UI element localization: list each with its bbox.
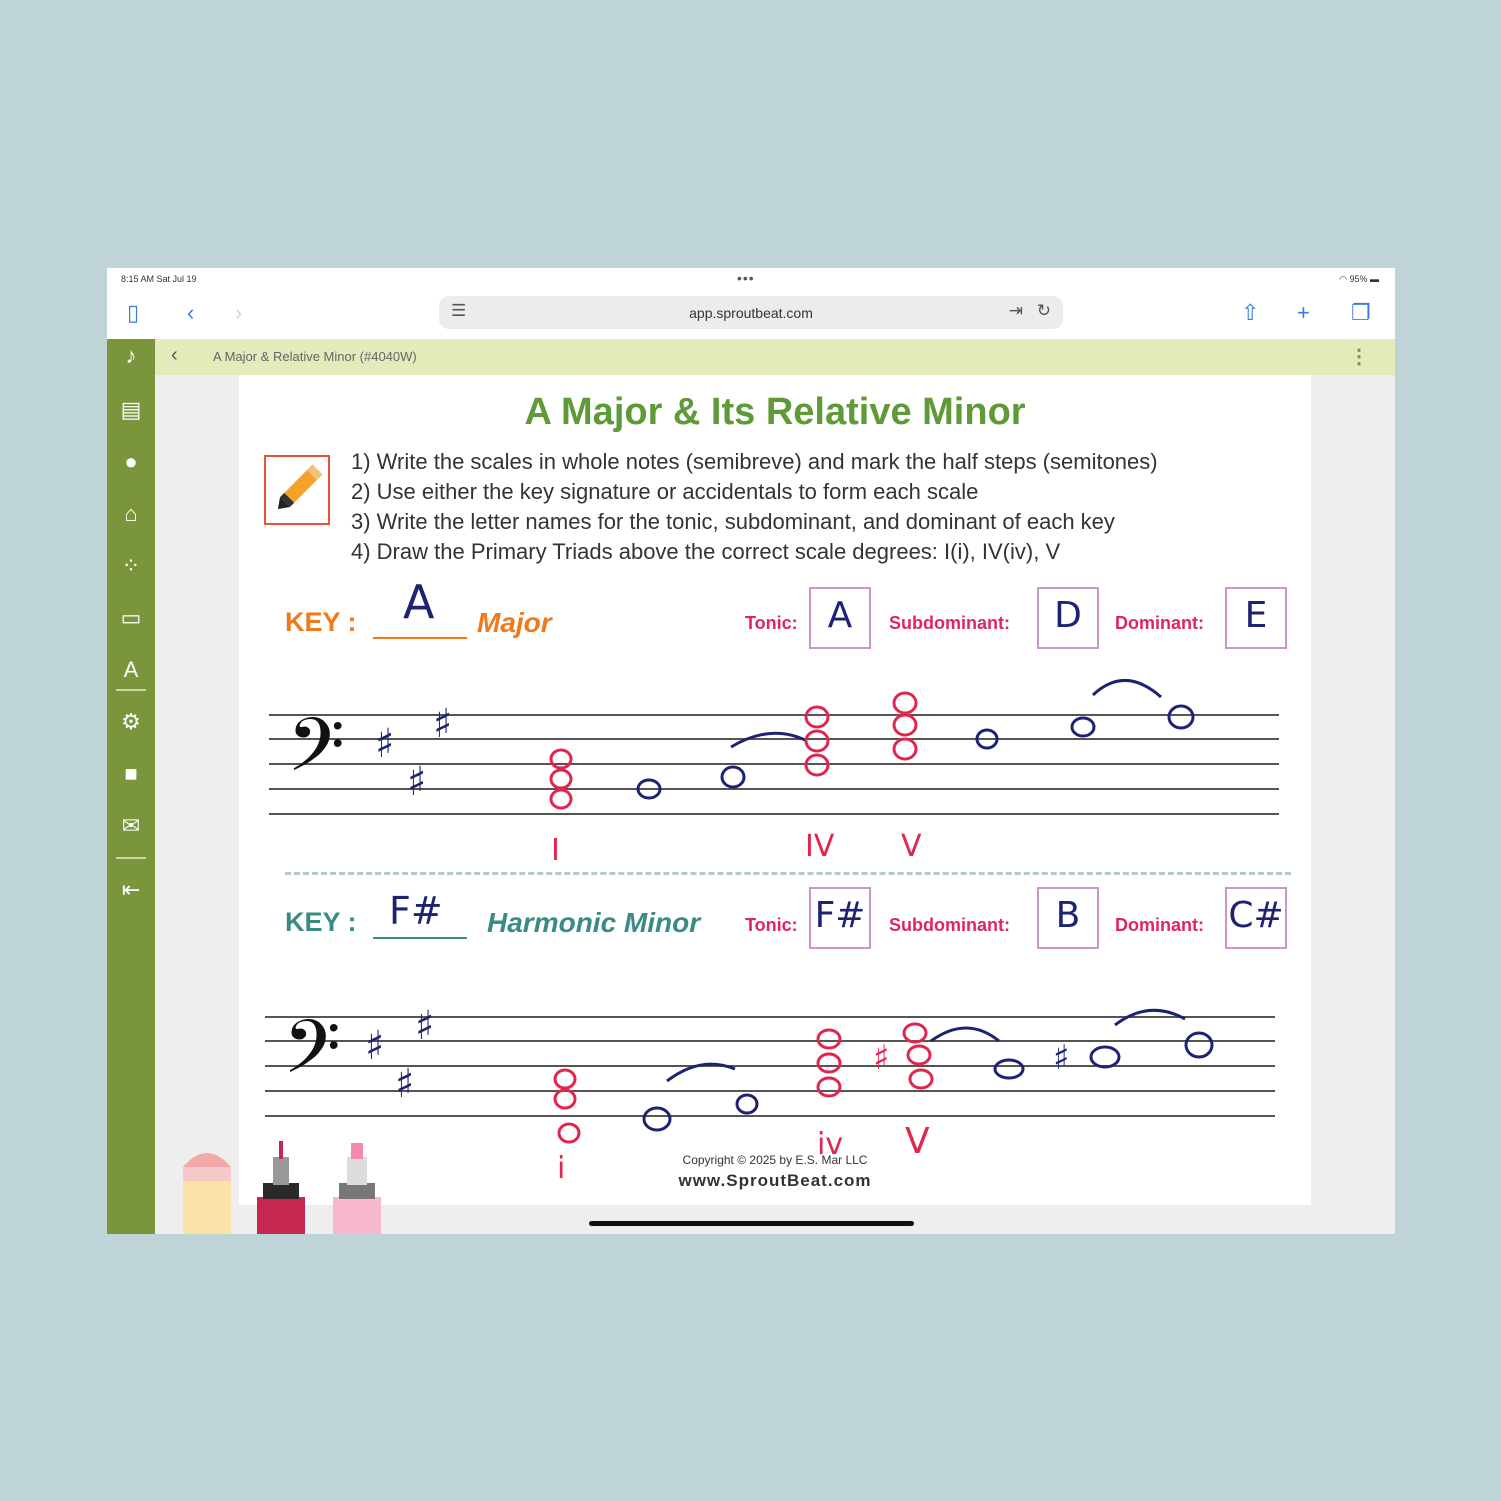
browser-toolbar [107,290,1395,338]
url-text: app.sproutbeat.com [689,305,813,321]
minor-dominant-answer: C# [1228,895,1284,936]
sidebar-divider [116,857,146,859]
instruction-1: 1) Write the scales in whole notes (semibreve) and mark the half steps (semitones) [351,449,1158,474]
minor-quality: Harmonic Minor [487,907,701,938]
tablet-screen [107,268,1395,1234]
chat-icon[interactable]: ▭ [120,605,142,630]
content-area [155,375,1395,1234]
minor-staff[interactable] [239,375,1311,1205]
sharp-icon: ♯ [873,1038,890,1078]
marker-tool-icon [257,1141,305,1234]
spellcheck-icon[interactable]: A [123,657,139,682]
share-icon[interactable]: ⇧ [1241,300,1260,325]
video-icon[interactable]: ■ [124,761,138,786]
status-time: 8:15 AM Sat Jul 19 [121,274,197,284]
major-subdominant-answer: D [1054,595,1082,636]
minor-numeral-tonic: i [557,1151,566,1186]
battery-icon: ▬ [1370,274,1379,284]
status-right [1339,274,1379,285]
major-tonic-label: Tonic: [745,613,798,633]
major-key-label: KEY : [285,607,357,637]
sidebar-toggle-icon[interactable]: ▯ [127,300,140,325]
sharp-icon: ♯ [415,1003,435,1049]
sharp-icon: ♯ [1053,1038,1070,1078]
major-key-answer[interactable]: A [403,575,435,629]
reload-icon[interactable]: ↻ [1036,301,1051,320]
minor-tonic-answer: F# [814,895,866,936]
minor-subdominant-answer: B [1055,895,1081,936]
app-sidebar [107,339,155,1234]
tool-palette [175,1137,405,1234]
sharp-icon: ♯ [407,759,427,805]
instruction-2: 2) Use either the key signature or accidentals to form each scale [351,479,979,504]
breadcrumb-title: A Major & Relative Minor (#4040W) [213,349,417,364]
address-bar[interactable] [439,296,1063,329]
new-tab-icon[interactable]: + [1297,300,1310,325]
sharp-icon: ♯ [365,1023,385,1069]
minor-key-label: KEY : [285,907,357,937]
major-dominant-label: Dominant: [1115,613,1204,633]
eraser-tool-icon [183,1153,231,1234]
bass-clef-icon: 𝄢 [283,1004,341,1109]
sidebar-divider [116,689,146,691]
apps-icon[interactable]: ⁘ [121,553,141,578]
major-numeral-dominant: V [901,829,922,864]
major-subdominant-label: Subdominant: [889,613,1010,633]
status-bar [107,268,1395,290]
wifi-icon: ◠ [1339,274,1347,284]
worksheet-title: A Major & Its Relative Minor [524,391,1026,433]
back-icon[interactable]: ‹ [187,300,195,325]
minor-key-answer[interactable]: F# [389,889,443,933]
minor-subdominant-label: Subdominant: [889,915,1010,935]
tabs-icon[interactable]: ❐ [1351,300,1371,325]
minor-numeral-dominant: V [905,1121,930,1162]
website-text: www.SproutBeat.com [678,1171,872,1190]
sharp-icon: ♯ [375,721,395,767]
battery-percent: 95% [1349,274,1368,284]
forward-icon[interactable]: › [235,300,243,325]
music-note-icon[interactable]: ♪ [125,343,137,368]
minor-dominant-label: Dominant: [1115,915,1204,935]
bass-clef-icon: 𝄢 [287,702,345,807]
gear-icon[interactable]: ⚙ [121,709,141,734]
sharp-icon: ♯ [433,701,453,747]
more-dots-icon[interactable]: ••• [737,270,755,286]
library-icon[interactable]: ⌂ [124,501,138,526]
major-numeral-tonic: I [551,833,560,868]
breadcrumb-bar [155,339,1395,375]
dashboard-icon[interactable]: ▤ [120,397,142,422]
sharp-icon: ♯ [395,1061,415,1107]
mail-icon[interactable]: ✉ [121,813,141,838]
minor-numeral-subdominant: iv [817,1127,844,1162]
reader-icon[interactable]: ⇥ [1008,301,1023,320]
copyright-text: Copyright © 2025 by E.S. Mar LLC [682,1153,868,1167]
minor-tonic-label: Tonic: [745,915,798,935]
home-indicator [589,1221,914,1226]
logout-icon[interactable]: ⇤ [121,877,141,902]
major-tonic-answer: A [827,595,853,636]
kebab-menu-icon[interactable]: ⋮ [1349,346,1369,368]
major-dominant-answer: E [1244,595,1268,636]
instruction-3: 3) Write the letter names for the tonic, subdominant, and dominant of each key [351,509,1115,534]
user-icon[interactable]: ● [124,449,138,474]
highlighter-tool-icon [333,1143,381,1234]
instruction-4: 4) Draw the Primary Triads above the correct scale degrees: I(i), IV(iv), V [351,539,1061,564]
major-numeral-subdominant: IV [805,829,835,864]
major-quality: Major [477,607,552,638]
breadcrumb-back-icon[interactable]: ‹ [171,344,178,366]
worksheet-page[interactable] [239,375,1311,1205]
page-settings-icon[interactable]: ☰ [451,301,467,320]
